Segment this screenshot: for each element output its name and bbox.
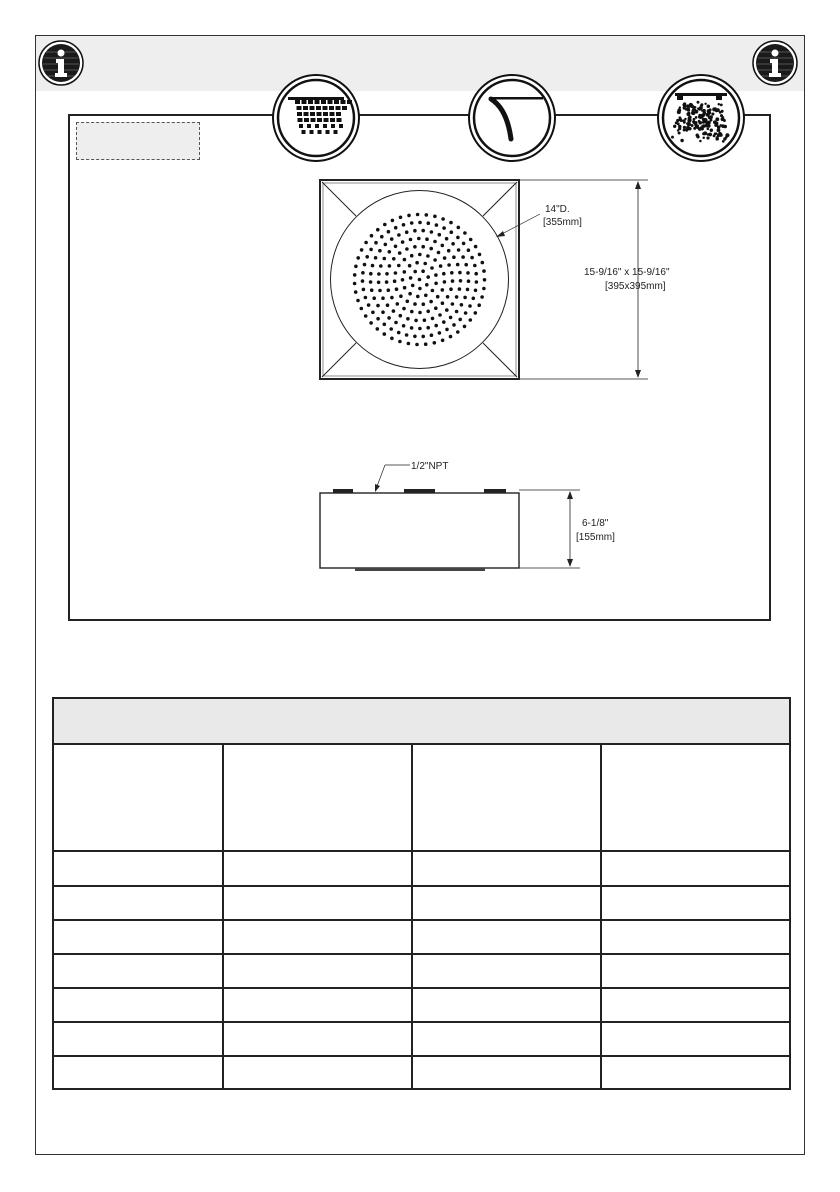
side-view [320,489,519,571]
height-metric-label: [155mm] [576,532,615,543]
table-row [54,1021,789,1023]
column-divider [411,745,413,1088]
nozzle-dot-pattern [353,213,487,347]
column-divider [222,745,224,1088]
diameter-metric-label: [355mm] [543,217,582,228]
diameter-label: 14"D. [545,204,570,215]
size-metric-label: [395x395mm] [605,281,666,292]
side-view-dimensions [375,465,580,568]
top-view [320,180,519,379]
table-row [54,919,789,921]
rain-spray-icon [271,73,361,163]
mist-spray-icon [656,73,746,163]
height-label: 6-1/8" [582,518,609,529]
waterfall-spray-icon [467,73,557,163]
spec-table-header [54,699,789,745]
connection-label: 1/2"NPT [411,461,449,472]
table-row [54,953,789,955]
spray-spec-table [52,697,791,1090]
column-divider [600,745,602,1088]
size-label: 15-9/16" x 15-9/16" [584,267,670,278]
spray-icon-row [54,745,789,852]
table-row [54,987,789,989]
table-row [54,1055,789,1057]
table-row [54,885,789,887]
